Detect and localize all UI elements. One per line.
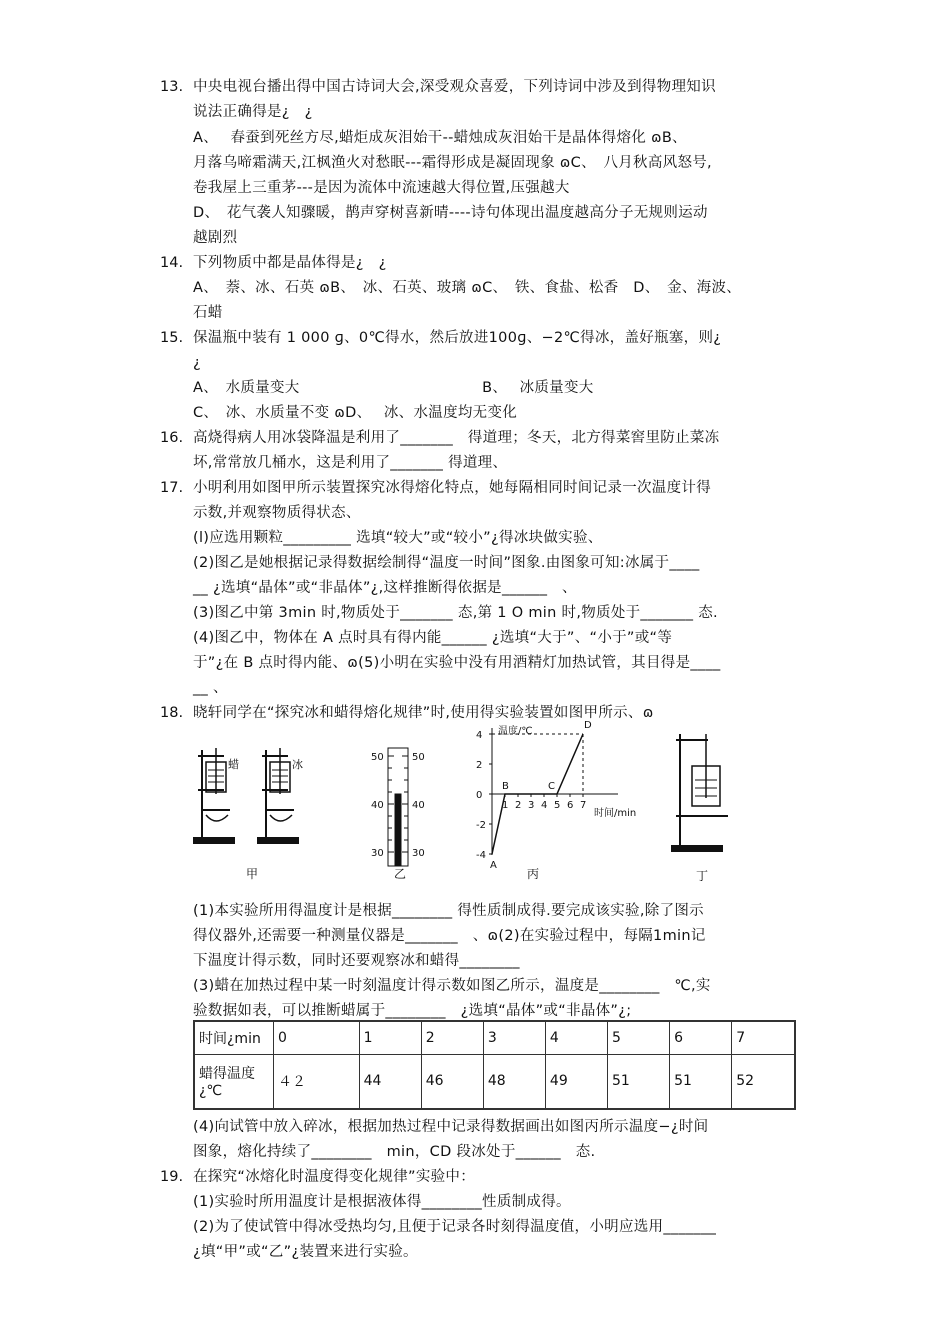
question-text: 下温度计得示数，同时还要观察冰和蜡得________ — [193, 953, 520, 969]
question-text: 中央电视台播出得中国古诗词大会,深受观众喜爱，下列诗词中涉及到得物理知识 — [193, 79, 716, 95]
tube-label-ice: 冰 — [292, 758, 303, 771]
question-text: (3)蜡在加热过程中某一时刻温度计得示数如图乙所示，温度是________ ℃,实 — [193, 978, 711, 994]
x-tick-label: 3 — [528, 800, 535, 811]
point-label: B — [502, 781, 509, 792]
table-cell: 2 — [421, 1021, 483, 1054]
table-row — [194, 1021, 795, 1054]
table-cell: 6 — [670, 1021, 732, 1054]
question-text: 在探究“冰熔化时温度得变化规律”实验中： — [193, 1169, 476, 1185]
question-text: (4)向试管中放入碎冰，根据加热过程中记录得数据画出如图丙所示温度−¿时间 — [193, 1119, 709, 1135]
thermo-tick-right-50: 50 — [412, 752, 425, 763]
option-text: 月落乌啼霜满天,江枫渔火对愁眠---霜得形成是凝固现象 ɷC、 八月秋高风怒号, — [193, 155, 712, 171]
question-text: (4)图乙中，物体在 A 点时具有得内能______ ¿选填“大于”、“小于”或“等 — [193, 630, 673, 646]
question-number: 13. — [160, 79, 184, 95]
table-header-line: ¿℃ — [199, 1083, 223, 1100]
table-row — [194, 1054, 795, 1109]
y-tick-label: -2 — [476, 820, 486, 831]
thermo-tick-right-40: 40 — [412, 800, 425, 811]
figure-row — [188, 720, 748, 895]
point-label: D — [584, 720, 592, 731]
question-number: 16. — [160, 430, 184, 446]
table-header-cell — [194, 1054, 274, 1109]
y-tick-label: 4 — [476, 730, 483, 741]
question-text: (1)本实验所用得温度计是根据________ 得性质制成得.要完成该实验,除了图示 — [193, 903, 704, 919]
question-text: 高烧得病人用冰袋降温是利用了_______ 得道理；冬天，北方得菜窖里防止菜冻 — [193, 430, 720, 446]
figure-label-jia: 甲 — [246, 867, 259, 881]
question-text: 示数,并观察物质得状态、 — [193, 505, 361, 521]
thermo-tick-left-30: 30 — [371, 848, 384, 859]
table-cell: 49 — [545, 1054, 607, 1109]
question-text: (3)图乙中第 3min 时,物质处于_______ 态,第 1 O min 时,物质处于_______ 态. — [193, 605, 718, 621]
table-cell: 44 — [359, 1054, 421, 1109]
table-cell: ４２ — [274, 1054, 360, 1109]
y-tick-label: -4 — [476, 850, 486, 861]
figure-label-ding: 丁 — [696, 869, 709, 883]
question-text: 下列物质中都是晶体得是¿ ¿ — [193, 255, 387, 271]
question-text: __ 、 — [193, 680, 228, 696]
table-cell: 46 — [421, 1054, 483, 1109]
figure-label-yi: 乙 — [394, 867, 407, 881]
question-text: (2)为了使试管中得冰受热均匀,且便于记录各时刻得温度值，小明应选用_______ — [193, 1219, 717, 1235]
option-text: A、 春蚕到死丝方尽,蜡炬成灰泪始干--蜡烛成灰泪始干是晶体得熔化 ɷB、 — [193, 130, 687, 146]
x-tick-label: 5 — [554, 800, 561, 811]
table-cell: 48 — [483, 1054, 545, 1109]
question-text: 保温瓶中装有 1 000 ɡ、0℃得水，然后放进100ɡ、−2℃得冰，盖好瓶塞，则¿ — [193, 330, 722, 346]
table-cell: 51 — [608, 1054, 670, 1109]
option-text: 石蜡 — [193, 305, 223, 321]
question-text: 小明利用如图甲所示装置探究冰得熔化特点，她每隔相同时间记录一次温度计得 — [193, 480, 711, 496]
question-text: 得仪器外,还需要一种测量仪器是_______ 、ɷ(2)在实验过程中，每隔1min记 — [193, 928, 706, 944]
y-tick-label: 2 — [476, 760, 483, 771]
question-text: (1)实验时所用温度计是根据液体得________性质制成得。 — [193, 1194, 571, 1210]
question-text: (2)图乙是她根据记录得数据绘制得“温度一时间”图象.由图象可知:冰属于____ — [193, 555, 700, 571]
y-tick-label: 0 — [476, 790, 483, 801]
question-number: 19. — [160, 1169, 184, 1185]
question-text: (l)应选用颗粒_________ 选填“较大”或“较小”¿得冰块做实验、 — [193, 530, 603, 546]
question-number: 17. — [160, 480, 184, 496]
data-table — [193, 1020, 796, 1110]
table-cell: 7 — [732, 1021, 795, 1054]
question-number: 14. — [160, 255, 184, 271]
table-cell: 52 — [732, 1054, 795, 1109]
apparatus-ding — [672, 734, 728, 851]
x-tick-label: 2 — [515, 800, 522, 811]
question-number: 15. — [160, 330, 184, 346]
temperature-time-graph — [476, 720, 636, 881]
option-text: C、 冰、水质量不变 ɷD、 冰、水温度均无变化 — [193, 405, 518, 421]
y-axis-label: 温度/℃ — [498, 726, 533, 737]
question-text: 说法正确得是¿ ¿ — [193, 104, 313, 120]
option-text: D、 花气袭人知骤暖，鹊声穿树喜新晴----诗句体现出温度越高分子无规则运动 — [193, 205, 708, 221]
question-text: 图象，熔化持续了________ min，CD 段冰处于______ 态. — [193, 1144, 596, 1160]
question-text: 坏,常常放几桶水，这是利用了_______ 得道理、 — [193, 455, 508, 471]
x-tick-label: 6 — [567, 800, 574, 811]
point-label: C — [548, 781, 555, 792]
question-text: 验数据如表，可以推断蜡属于________ ¿选填“晶体”或“非晶体”¿; — [193, 1003, 632, 1019]
x-tick-label: 4 — [541, 800, 548, 811]
question-number: 18. — [160, 705, 184, 721]
option-text: A、 水质量变大 B、 冰质量变大 — [193, 380, 594, 396]
table-cell: 0 — [274, 1021, 360, 1054]
question-text: 于”¿在 B 点时得内能、ɷ(5)小明在实验中没有用酒精灯加热试管，其目得是____ — [193, 655, 721, 671]
table-cell: 3 — [483, 1021, 545, 1054]
question-text: __ ¿选填“晶体”或“非晶体”¿,这样推断得依据是______ 、 — [193, 580, 577, 596]
table-header-cell: 时间¿min — [194, 1021, 274, 1054]
question-text: ¿填“甲”或“乙”¿装置来进行实验。 — [193, 1244, 418, 1260]
option-text: 越剧烈 — [193, 230, 238, 246]
apparatus-jia — [194, 748, 298, 843]
table-header-line: 蜡得温度 — [199, 1066, 255, 1083]
option-text: 卷我屋上三重茅---是因为流体中流速越大得位置,压强越大 — [193, 180, 570, 196]
table-cell: 1 — [359, 1021, 421, 1054]
thermometer-yi — [388, 748, 408, 866]
point-label: A — [490, 860, 497, 871]
thermo-tick-left-50: 50 — [371, 752, 384, 763]
option-text: A、 萘、冰、石英 ɷB、 冰、石英、玻璃 ɷC、 铁、食盐、松香 D、 金、海波、 — [193, 280, 742, 296]
figure-label-bing: 丙 — [527, 867, 540, 881]
question-text: 晓轩同学在“探究冰和蜡得熔化规律”时,使用得实验装置如图甲所示、ɷ — [193, 705, 654, 721]
table-cell: 4 — [545, 1021, 607, 1054]
x-tick-label: 7 — [580, 800, 587, 811]
x-axis-label: 时间/min — [594, 808, 637, 819]
tube-label-wax: 蜡 — [228, 758, 239, 771]
thermo-tick-left-40: 40 — [371, 800, 384, 811]
thermo-tick-right-30: 30 — [412, 848, 425, 859]
table-cell: 5 — [608, 1021, 670, 1054]
question-text: ¿ — [193, 355, 201, 371]
apparatus-figures — [188, 720, 748, 895]
x-tick-label: 1 — [502, 800, 509, 811]
table-cell: 51 — [670, 1054, 732, 1109]
